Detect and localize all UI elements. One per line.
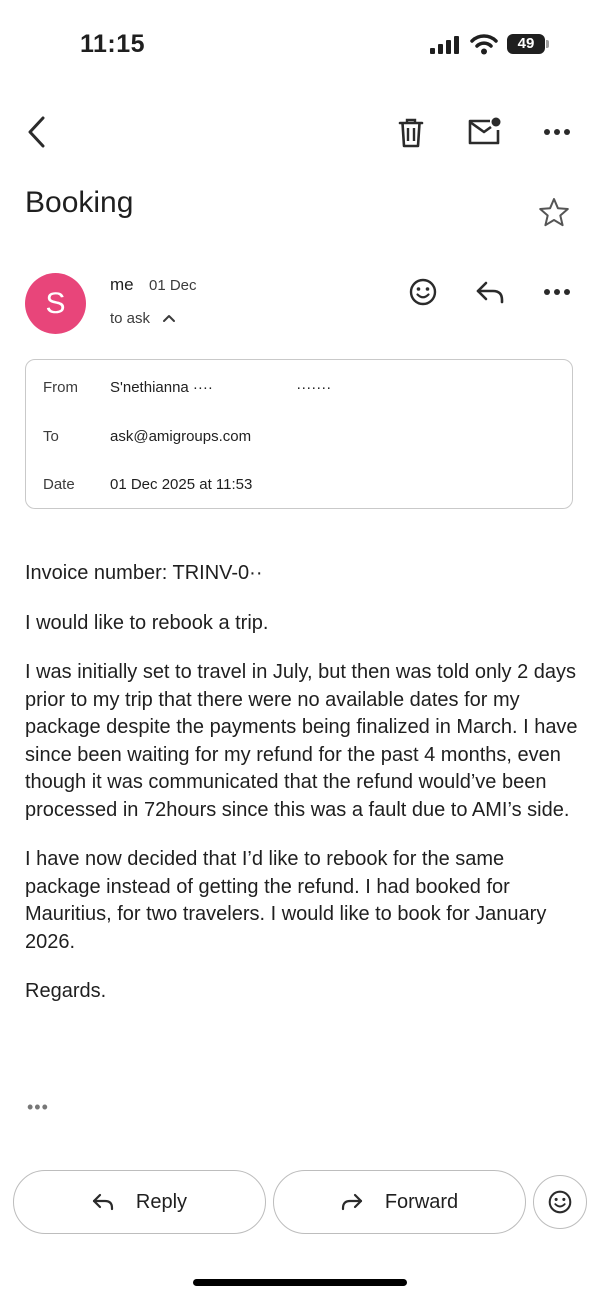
reply-icon-button[interactable] (473, 277, 507, 307)
home-indicator (193, 1279, 407, 1286)
mail-unread-icon (467, 116, 501, 146)
body-signoff: Regards. (25, 980, 107, 1002)
date-value: 01 Dec 2025 at 11:53 (110, 476, 253, 493)
email-date-short: 01 Dec (149, 277, 197, 294)
date-label: Date (43, 476, 75, 493)
message-more-button[interactable] (540, 278, 574, 306)
sender-avatar: S (25, 273, 86, 334)
recipients-summary: to ask (110, 310, 151, 327)
to-label: To (43, 428, 59, 445)
recipients-toggle[interactable] (110, 310, 176, 327)
forward-button[interactable] (273, 1170, 526, 1234)
chevron-up-icon (162, 314, 176, 323)
forward-label: Forward (384, 1190, 459, 1213)
emoji-icon (409, 278, 437, 306)
from-label: From (43, 379, 78, 396)
cellular-signal-icon (430, 36, 462, 54)
delete-button[interactable] (394, 115, 428, 151)
status-time: 11:15 (80, 30, 146, 58)
email-details-panel (25, 359, 573, 509)
email-body (25, 560, 580, 1028)
more-horizontal-icon (543, 128, 571, 136)
wifi-icon (470, 33, 498, 55)
to-value[interactable]: ask@amigroups.com (110, 428, 252, 445)
from-value[interactable]: S'nethianna ···· ······· (110, 379, 332, 396)
emoji-icon (548, 1190, 572, 1214)
reply-icon (92, 1193, 114, 1211)
email-subject: Booking (25, 186, 134, 219)
react-emoji-button[interactable] (533, 1175, 587, 1229)
star-icon (538, 197, 570, 227)
sender-name: me (110, 275, 134, 294)
reply-label: Reply (135, 1190, 188, 1213)
forward-icon (341, 1193, 363, 1211)
body-paragraph: I would like to rebook a trip. (25, 611, 269, 634)
more-options-button[interactable] (540, 118, 574, 146)
trash-icon (398, 118, 424, 148)
add-reaction-button[interactable] (406, 275, 440, 309)
back-button[interactable] (18, 112, 54, 152)
reply-button[interactable] (13, 1170, 266, 1234)
battery-nub (546, 40, 549, 48)
body-paragraph: I was initially set to travel in July, but then was told only 2 days prior to my trip that there were no available dates for my package despite the payments being finalized in March. I have since been waiting for my refund for the past 4 months, even though it was communicated that the refund would’ve been processed in 72hours since this was a fault due to AMI’s side. (25, 661, 578, 821)
body-paragraph: I have now decided that I’d like to rebook for the same package instead of getting the refund. I had booked for Mauritius, for two travelers. I would like to book for January 2026. (25, 848, 547, 953)
star-button[interactable] (537, 195, 571, 229)
reply-icon (475, 280, 505, 304)
show-trimmed-content-button[interactable]: ••• (27, 1097, 49, 1117)
mark-unread-button[interactable] (465, 113, 503, 149)
body-invoice-line: Invoice number: TRINV-0·· (25, 562, 263, 584)
more-horizontal-icon (543, 288, 571, 296)
chevron-left-icon (25, 115, 47, 149)
battery-indicator: 49 (507, 34, 545, 54)
